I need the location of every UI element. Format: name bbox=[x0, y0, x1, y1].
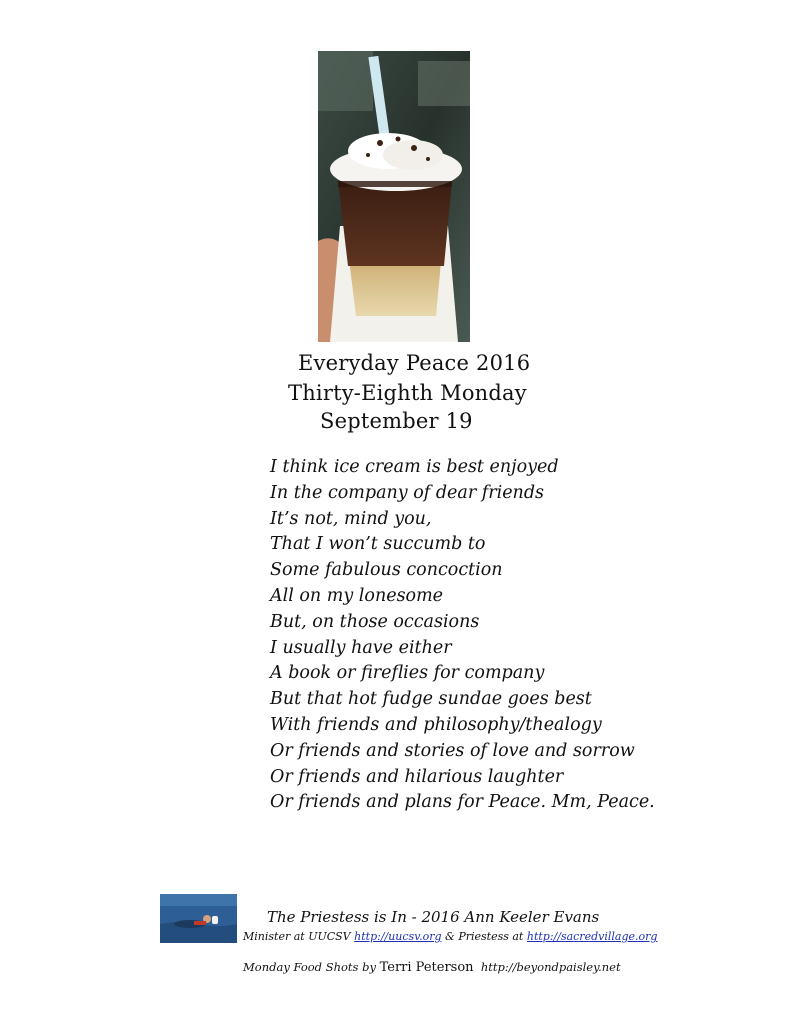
sundae-photo bbox=[318, 51, 470, 342]
priestess-label: & Priestess at bbox=[445, 930, 524, 943]
footer-affiliations bbox=[243, 930, 657, 943]
sacredvillage-link[interactable]: http://sacredvillage.org bbox=[526, 930, 658, 943]
poem-line: That I won’t succumb to bbox=[270, 534, 486, 555]
title-line-1: Everyday Peace 2016 bbox=[298, 351, 531, 375]
uucsv-link[interactable]: http://uucsv.org bbox=[354, 930, 442, 943]
poem-line: I think ice cream is best enjoyed bbox=[270, 457, 559, 477]
poem-line: A book or fireflies for company bbox=[270, 663, 545, 684]
poem-line: With friends and philosophy/thealogy bbox=[270, 714, 602, 735]
footer-credit: The Priestess is In - 2016 Ann Keeler Evans bbox=[267, 908, 600, 926]
poem-line: Or friends and plans for Peace. Mm, Peace. bbox=[270, 792, 655, 813]
minister-label: Minister at UUCSV bbox=[243, 930, 351, 943]
poem-line: But that hot fudge sundae goes best bbox=[270, 689, 592, 710]
title-line-2: Thirty-Eighth Monday bbox=[288, 381, 527, 405]
poem-line: I usually have either bbox=[270, 637, 452, 658]
food-shots-credit bbox=[243, 960, 621, 975]
photographer-name: Terri Peterson bbox=[379, 960, 474, 975]
poem-line: All on my lonesome bbox=[270, 585, 444, 606]
poem-line: Some fabulous concoction bbox=[270, 560, 503, 581]
poem-line: It’s not, mind you, bbox=[270, 508, 432, 529]
poem-line: Or friends and stories of love and sorrow bbox=[270, 740, 635, 761]
food-shots-label: Monday Food Shots by bbox=[243, 960, 376, 974]
poem-line: In the company of dear friends bbox=[270, 482, 545, 503]
poem-line: But, on those occasions bbox=[270, 611, 480, 632]
swimmer-photo bbox=[160, 894, 237, 943]
poem-line: Or friends and hilarious laughter bbox=[270, 766, 564, 787]
title-line-3: September 19 bbox=[320, 409, 473, 433]
photographer-site: http://beyondpaisley.net bbox=[480, 960, 621, 974]
poem bbox=[270, 455, 655, 816]
